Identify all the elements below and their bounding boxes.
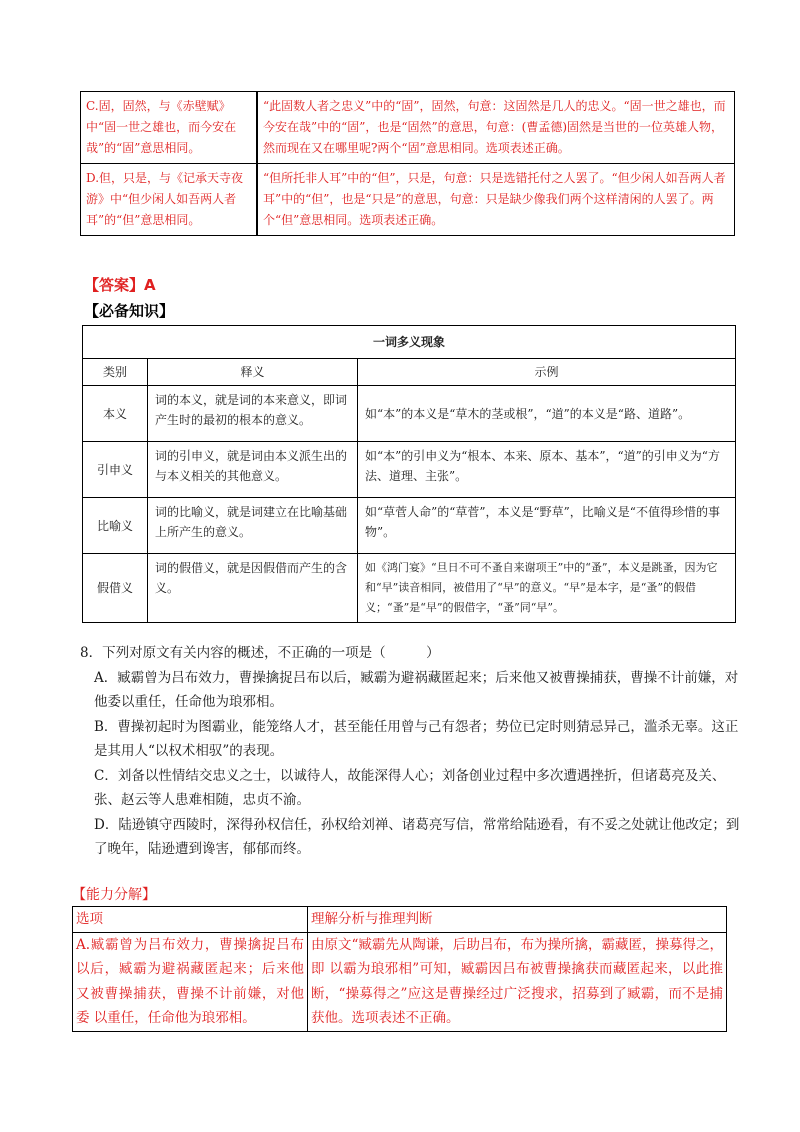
question-option-b: B．曹操初起时为图霸业，能笼络人才，甚至能任用曾与己有怨者；势位已定时则猜忌异己，滥杀无辜。这正是其用人“以权术相驭”的表现。 xyxy=(94,718,739,759)
example-cell: 如“本”的引申义为“根本、本来、原本、基本”，“道”的引申义为“方法、道理、主张”。 xyxy=(358,442,736,498)
header-analysis: 理解分析与推理判断 xyxy=(308,907,727,933)
category-cell: 引申义 xyxy=(83,442,148,498)
option-cell: A.臧霸曾为吕布效力，曹操擒捉吕布以后，臧霸为避祸藏匿起来；后来他又被曹操捕获，曹操不计前嫌，对他委 以重任，任命他为琅邪相。 xyxy=(73,932,308,1031)
definition-cell: 词的比喻义，就是词建立在比喻基础上所产生的意义。 xyxy=(148,498,358,554)
question-option-a: A．臧霸曾为吕布效力，曹操擒捉吕布以后，臧霸为避祸藏匿起来；后来他又被曹操捕获，曹操不计前嫌，对他委以重任，任命他为琅邪相。 xyxy=(94,669,739,710)
knowledge-label: 【必备知识】 xyxy=(84,302,175,320)
option-cell: C.固，固然，与《赤壁赋》中“固一世之雄也，而今安在哉”的“固”意思相同。 xyxy=(81,92,258,164)
example-cell: 如“本”的本义是“草木的茎或根”，“道”的本义是“路、道路”。 xyxy=(358,386,736,442)
table-row xyxy=(83,386,736,442)
question-block xyxy=(80,641,740,862)
analysis-cell: “此固数人者之忠义”中的“固”，固然，句意：这固然是几人的忠义。“固一世之雄也，而今安在哉”中的“固”，也是“固然”的意思，句意：(曹孟德)固然是当世的一位英雄人物，然而现在又在哪里呢?两个“固”意思相同。选项表述正确。 xyxy=(257,92,735,164)
table-row xyxy=(73,932,727,1031)
option-cell: D.但，只是，与《记承天寺夜游》中“但少闲人如吾两人者耳”的“但”意思相同。 xyxy=(81,164,258,236)
table-row xyxy=(83,442,736,498)
category-cell: 比喻义 xyxy=(83,498,148,554)
example-cell: 如“草菅人命”的“草菅”，本义是“野草”，比喻义是“不值得珍惜的事物”。 xyxy=(358,498,736,554)
table-row xyxy=(83,498,736,554)
answer-label: 【答案】 xyxy=(84,276,145,294)
ability-table xyxy=(72,906,727,1032)
knowledge-table-title: 一词多义现象 xyxy=(83,326,736,359)
table-row xyxy=(81,164,735,236)
answer-value: A xyxy=(144,276,156,294)
category-cell: 本义 xyxy=(83,386,148,442)
header-option: 选项 xyxy=(73,907,308,933)
definition-cell: 词的引申义，就是词由本义派生出的与本义相关的其他意义。 xyxy=(148,442,358,498)
question-stem: 8．下列对原文有关内容的概述，不正确的一项是（ ） xyxy=(80,645,440,661)
analysis-cell: 由原文“臧霸先从陶谦，后助吕布，布为操所擒，霸藏匿，操募得之，即 以霸为琅邪相”可知，臧霸因吕布被曹操擒获而藏匿起来，以此推断，“操募得之”应这是曹操经过广泛搜求，招募到了臧霸，而不是捕获他。选项表述不正确。 xyxy=(308,932,727,1031)
definition-cell: 词的本义，就是词的本来意义，即词产生时的最初的根本的意义。 xyxy=(148,386,358,442)
question-option-d: D．陆逊镇守西陵时，深得孙权信任，孙权给刘禅、诸葛亮写信，常常给陆逊看，有不妥之处就让他改定；到了晚年，陆逊遭到谗害，郁郁而终。 xyxy=(94,816,740,857)
answer-line xyxy=(84,274,156,295)
ability-label: 【能力分解】 xyxy=(72,887,156,903)
table-row xyxy=(81,92,735,164)
option-analysis-table xyxy=(80,91,735,236)
header-definition: 释义 xyxy=(148,359,358,386)
analysis-cell: “但所托非人耳”中的“但”，只是，句意：只是选错托付之人罢了。“但少闲人如吾两人者耳”中的“但”，也是“只是”的意思，句意：只是缺少像我们两个这样清闲的人罢了。两个“但”意思相同。选项表述正确。 xyxy=(257,164,735,236)
header-example: 示例 xyxy=(358,359,736,386)
question-option-c: C．刘备以性情结交忠义之士，以诚待人，故能深得人心；刘备创业过程中多次遭遇挫折，但诸葛亮及关、张、赵云等人患难相随，忠贞不渝。 xyxy=(94,767,726,808)
header-category: 类别 xyxy=(83,359,148,386)
knowledge-table xyxy=(82,325,736,623)
definition-cell: 词的假借义，就是因假借而产生的含义。 xyxy=(148,554,358,623)
example-cell: 如《鸿门宴》“旦日不可不蚤自来谢项王”中的“蚤”，本义是跳蚤，因为它和“早”读音相同，被借用了“早”的意义。“早”是本字，是“蚤”的假借义；“蚤”是“早”的假借字，“蚤”同“早”。 xyxy=(358,554,736,623)
category-cell: 假借义 xyxy=(83,554,148,623)
table-row xyxy=(83,554,736,623)
